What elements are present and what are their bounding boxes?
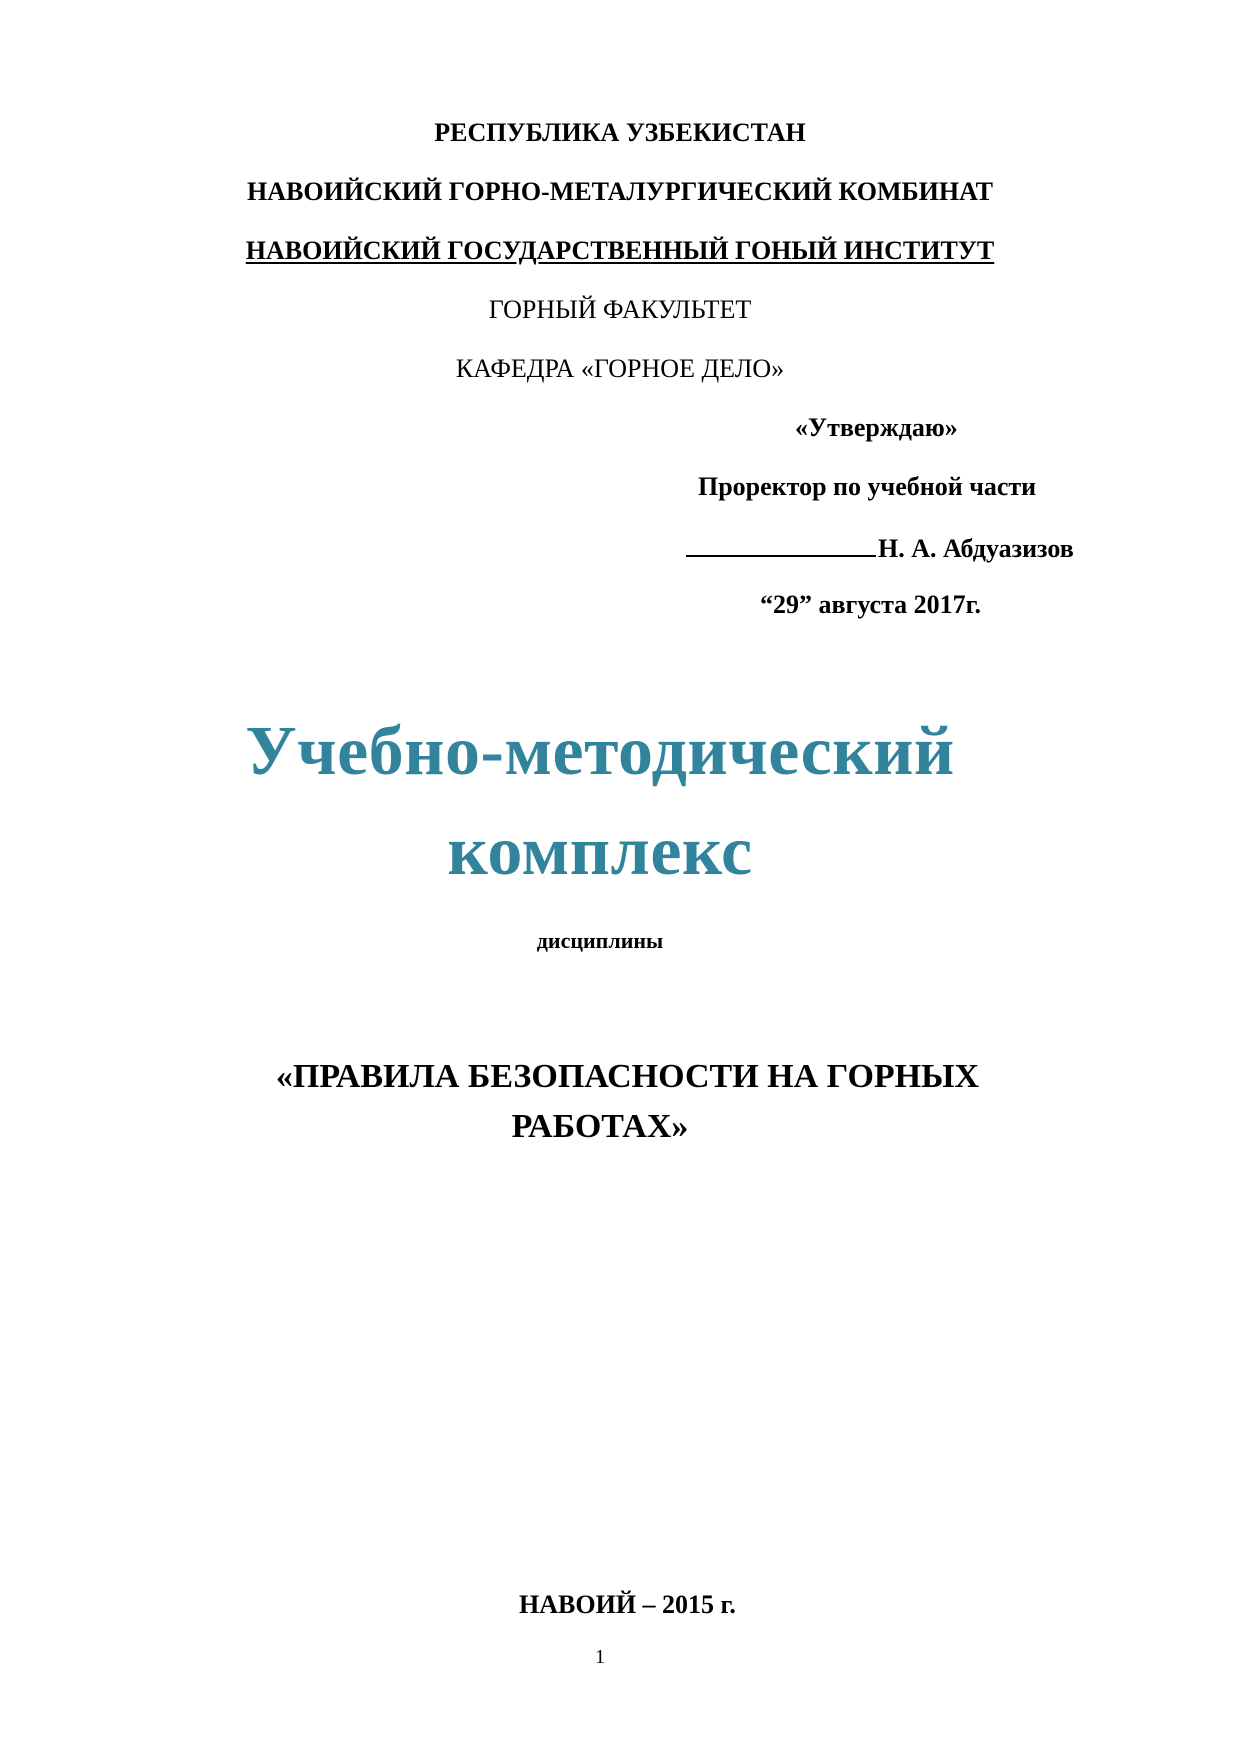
approval-position: Проректор по учебной части [698,472,1037,501]
subject-line-2: РАБОТАХ» [511,1108,689,1145]
approval-signature [686,531,1074,564]
header-republic: РЕСПУБЛИКА УЗБЕКИСТАН [434,118,806,147]
page-number: 1 [595,1646,605,1668]
subject-line-1: «ПРАВИЛА БЕЗОПАСНОСТИ НА ГОРНЫХ [275,1058,980,1095]
approval-name: Н. А. Абдуазизов [878,534,1074,563]
header-faculty: ГОРНЫЙ ФАКУЛЬТЕТ [488,295,752,324]
title-line-2: комплекс [447,813,753,890]
signature-line [686,531,876,557]
footer-place-year: НАВОИЙ – 2015 г. [519,1590,736,1619]
approval-date: “29” августа 2017г. [760,590,982,619]
approval-label: «Утверждаю» [795,413,958,442]
header-institute: НАВОИЙСКИЙ ГОСУДАРСТВЕННЫЙ ГОНЫЙ ИНСТИТУТ [245,236,995,265]
title-line-1: Учебно-методический [245,713,955,790]
header-combine: НАВОИЙСКИЙ ГОРНО-МЕТАЛУРГИЧЕСКИЙ КОМБИНАТ [247,177,993,206]
discipline-label: дисциплины [536,928,664,953]
header-department: КАФЕДРА «ГОРНОЕ ДЕЛО» [455,354,785,383]
